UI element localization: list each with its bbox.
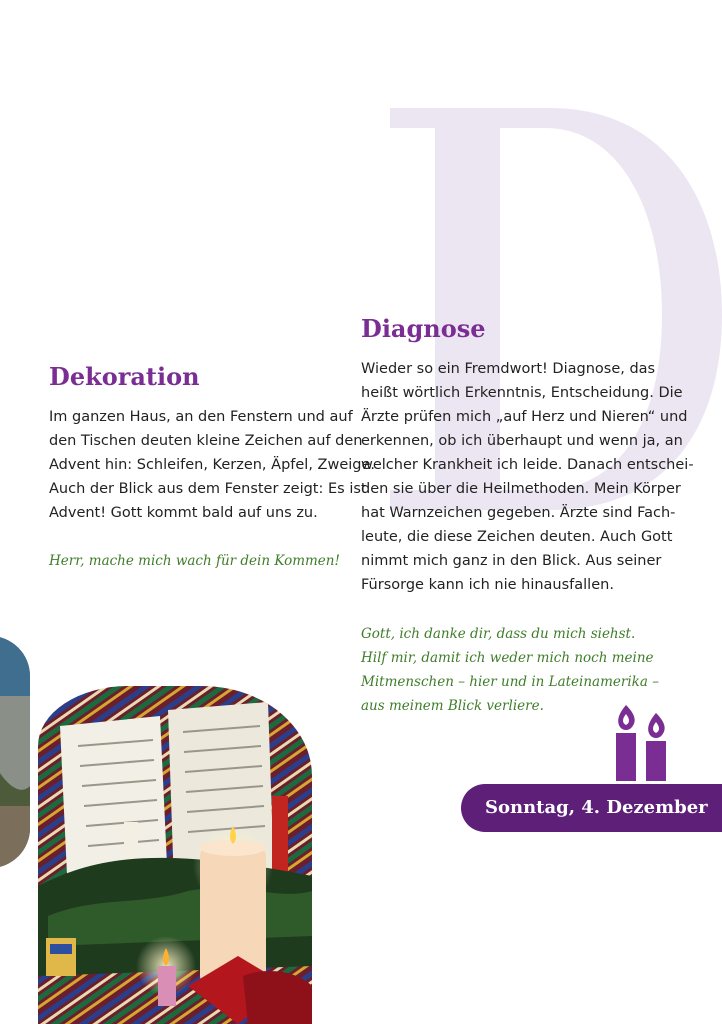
text-line: Wieder so ein Fremdwort! Diagnose, das bbox=[361, 361, 656, 377]
text-line: Auch der Blick aus dem Fenster zeigt: Es ist bbox=[49, 481, 367, 497]
diagnose-body bbox=[361, 357, 694, 597]
date-banner: Sonntag, 4. Dezember bbox=[461, 784, 722, 832]
prayer-line: aus meinem Blick verliere. bbox=[361, 698, 544, 714]
advent-candles-icon bbox=[610, 703, 674, 781]
text-line: den sie über die Heilmethoden. Mein Körper bbox=[361, 481, 681, 497]
advent-candle-photo bbox=[38, 686, 312, 1024]
text-line: welcher Krankheit ich leide. Danach entschei- bbox=[361, 457, 694, 473]
window-photo-partial bbox=[0, 636, 30, 868]
heading-diagnose: Diagnose bbox=[361, 314, 486, 343]
text-line: Advent hin: Schleifen, Kerzen, Äpfel, Zweige. bbox=[49, 457, 376, 473]
text-line: hat Warnzeichen gegeben. Ärzte sind Fach- bbox=[361, 505, 676, 521]
text-line: heißt wörtlich Erkenntnis, Entscheidung. Die bbox=[361, 385, 683, 401]
text-line: Ärzte prüfen mich „auf Herz und Nieren“ und bbox=[361, 409, 688, 425]
dekoration-body bbox=[49, 405, 375, 525]
text-line: den Tischen deuten kleine Zeichen auf den bbox=[49, 433, 363, 449]
prayer-line: Herr, mache mich wach für dein Kommen! bbox=[49, 553, 340, 569]
prayer-line: Gott, ich danke dir, dass du mich siehst. bbox=[361, 626, 636, 642]
prayer-line: Hilf mir, damit ich weder mich noch meine bbox=[361, 650, 654, 666]
dekoration-prayer bbox=[49, 549, 340, 573]
text-line: erkennen, ob ich überhaupt und wenn ja, an bbox=[361, 433, 683, 449]
text-line: leute, die diese Zeichen deuten. Auch Gott bbox=[361, 529, 673, 545]
text-line: Fürsorge kann ich nie hinausfallen. bbox=[361, 577, 614, 593]
heading-dekoration: Dekoration bbox=[49, 362, 200, 391]
text-line: Im ganzen Haus, an den Fenstern und auf bbox=[49, 409, 353, 425]
text-line: Advent! Gott kommt bald auf uns zu. bbox=[49, 505, 318, 521]
prayer-line: Mitmenschen – hier und in Lateinamerika – bbox=[361, 674, 659, 690]
text-line: nimmt mich ganz in den Blick. Aus seiner bbox=[361, 553, 662, 569]
